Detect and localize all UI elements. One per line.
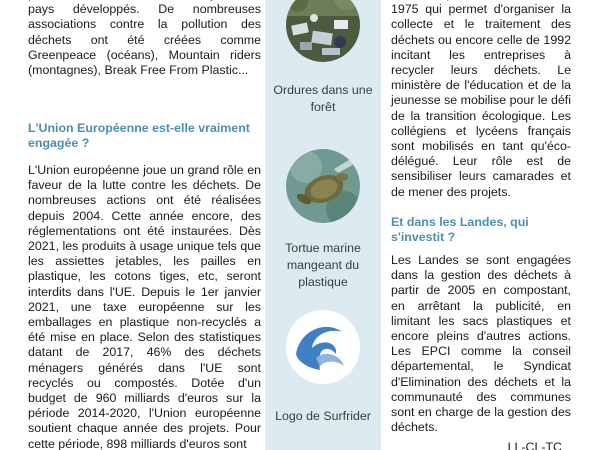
- left-intro-text: pays développés. De nombreuses associations contre la pollution des déchets ont été créées comme Greenpeace (océans), Mountain riders (montagnes), Break Free From Plastic...: [28, 2, 261, 78]
- right-column: [391, 0, 571, 450]
- eu-body-text: L'Union européenne joue un grand rôle en faveur de la lutte contre les déchets. De nombreuses actions ont été réalisées depuis 2004. Cette année encore, des réglementations ont été instaurées. Dès 2021, les produits à usage unique tels que les assiettes jetables, les pailles en plastique, les cotons tiges, etc, seront interdits dans l'UE. Depuis le 1er janvier 2021, une taxe européenne sur les emballages en plastique non-recyclés a été mise en place. Selon des statistiques datant de 2017, 46% des déchets ménagers générés dans l'UE sont recyclés ou compostés. Dotée d'un budget de 960 milliards d'euros sur la période 2014-2020, l'Union européenne soutient chaque année des projets. Pour cette période, 898 milliards d'euros sont: [28, 163, 261, 450]
- caption-forest: Ordures dans une forêt: [273, 83, 373, 114]
- forest-trash-photo: [286, 0, 360, 62]
- left-column: [28, 0, 261, 450]
- caption-logo: Logo de Surfrider: [275, 409, 371, 423]
- right-intro-text: 1975 qui permet d'organiser la collecte et le traitement des déchets ou encore celle de 1992 incitant les entreprises à recycler leurs déchets. Le ministère de l'éducation et de la jeunesse se mobilise pour le défi de la transition écologique. Les collégiens et lycéens français sont mobilisés en tant qu'éco-délégué. Leur rôle est de sensibiliser leurs camarades et de mener des projets.: [391, 2, 571, 199]
- landes-body-text: Les Landes se sont engagées dans la gestion des déchets à partir de 2005 en compostant, en arrêtant la publicité, en limitant les sacs plastiques et encore pleins d'autres actions. Les EPCI comme la conseil départemental, le Syndicat d'Elimination des déchets et la communauté des communes sont en charge de la gestion des déchets.: [391, 253, 571, 435]
- caption-turtle: Tortue marine mangeant du plastique: [285, 241, 361, 289]
- author-signature: LL-CL-TC: [507, 440, 562, 450]
- landes-heading: Et dans les Landes, qui s'investit ?: [391, 215, 529, 245]
- image-sidebar: [265, 0, 381, 450]
- eu-heading: L'Union Européenne est-elle vraiment engagée ?: [28, 121, 250, 151]
- surfrider-logo: [286, 310, 360, 384]
- sea-turtle-photo: [286, 149, 360, 223]
